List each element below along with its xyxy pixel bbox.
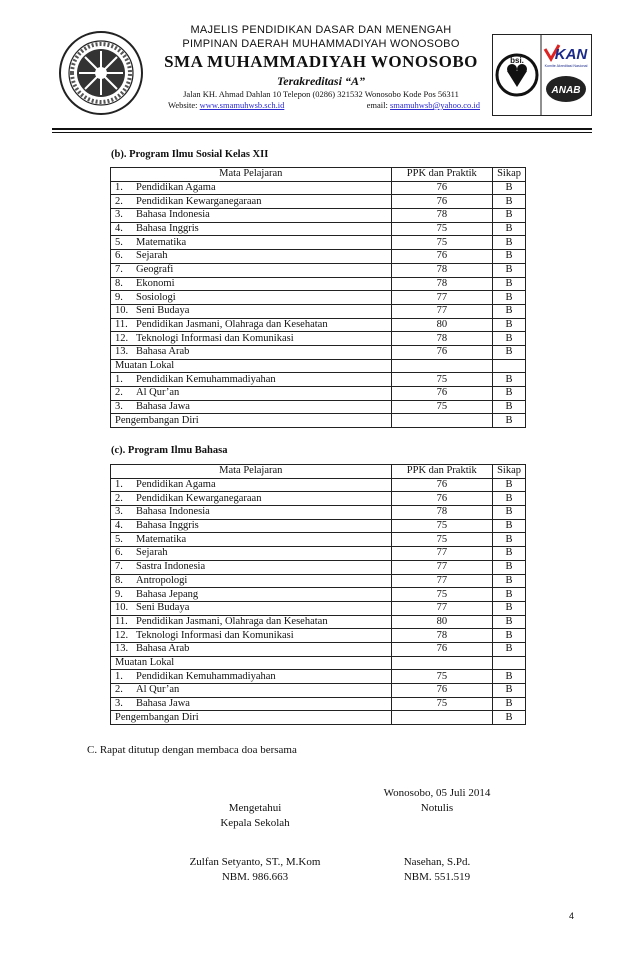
sikap-grade: B <box>493 332 526 346</box>
row-number: 2. <box>115 195 123 207</box>
subject-cell <box>111 236 392 250</box>
row-number: 3. <box>115 506 123 518</box>
row-number: 1. <box>115 182 123 194</box>
subject-cell <box>111 492 392 506</box>
header-ppk: PPK dan Praktik <box>391 465 493 479</box>
subject-cell <box>111 304 392 318</box>
sikap-grade: B <box>493 547 526 561</box>
subject-cell <box>111 387 392 401</box>
email-link[interactable]: smamuhwsb@yahoo.co.id <box>390 100 480 110</box>
table-row <box>111 250 526 264</box>
ppk-score: 75 <box>391 222 493 236</box>
row-number: 5. <box>115 533 123 545</box>
sikap-grade: B <box>493 277 526 291</box>
subject-cell <box>111 277 392 291</box>
subject-cell <box>111 332 392 346</box>
sikap-grade: B <box>493 414 526 428</box>
closing-statement: C. Rapat ditutup dengan membaca doa bersama <box>87 744 297 756</box>
row-number: 13. <box>115 643 129 655</box>
letterhead-rule-thin <box>52 132 592 133</box>
row-number: 7. <box>115 561 123 573</box>
header-sikap: Sikap <box>493 168 526 182</box>
sikap-grade: B <box>493 560 526 574</box>
subject-cell <box>111 400 392 414</box>
sikap-grade: B <box>493 492 526 506</box>
empty-cell <box>391 359 493 373</box>
subject-cell <box>111 588 392 602</box>
cert-badges-icon <box>493 35 591 115</box>
sikap-grade: B <box>493 697 526 711</box>
website-group <box>168 100 284 111</box>
ppk-score: 78 <box>391 263 493 277</box>
sikap-grade: B <box>493 318 526 332</box>
subject-name: Seni Budaya <box>136 602 190 614</box>
subject-name: Bahasa Indonesia <box>136 209 210 221</box>
table-body <box>111 181 526 427</box>
ppk-score: 77 <box>391 547 493 561</box>
sikap-grade: B <box>493 400 526 414</box>
subject-cell <box>111 574 392 588</box>
subject-name: Sejarah <box>136 250 168 262</box>
subject-cell <box>111 181 392 195</box>
table-row <box>111 697 526 711</box>
cert-kan-text: KAN <box>554 46 588 63</box>
pengembangan-diri-label: Pengembangan Diri <box>111 414 392 428</box>
header-sikap: Sikap <box>493 465 526 479</box>
row-number: 9. <box>115 588 123 600</box>
subject-name: Sejarah <box>136 547 168 559</box>
sikap-grade: B <box>493 222 526 236</box>
ppk-score: 75 <box>391 670 493 684</box>
ppk-score: 76 <box>391 492 493 506</box>
section-c-title: (c). Program Ilmu Bahasa <box>111 445 228 456</box>
subject-name: Bahasa Indonesia <box>136 506 210 518</box>
table-row <box>111 574 526 588</box>
ppk-score: 78 <box>391 209 493 223</box>
row-number: 11. <box>115 615 128 627</box>
right-signer-nbm: NBM. 551.519 <box>403 871 471 883</box>
row-number: 13. <box>115 346 129 358</box>
sikap-grade: B <box>493 291 526 305</box>
sikap-grade: B <box>493 519 526 533</box>
ppk-score: 76 <box>391 387 493 401</box>
table-row <box>111 263 526 277</box>
subject-name: Bahasa Arab <box>136 643 190 655</box>
sikap-grade: B <box>493 209 526 223</box>
accreditation: Terakreditasi “A” <box>277 74 365 88</box>
table-row <box>111 533 526 547</box>
sikap-grade: B <box>493 236 526 250</box>
table-row <box>111 236 526 250</box>
sikap-grade: B <box>493 263 526 277</box>
empty-cell <box>391 414 493 428</box>
subject-name: Bahasa Inggris <box>136 223 199 235</box>
place-date: Wonosobo, 05 Juli 2014 <box>383 787 491 799</box>
regional-board: PIMPINAN DAERAH MUHAMMADIYAH WONOSOBO <box>182 38 460 50</box>
letterhead-text <box>156 24 486 111</box>
sikap-grade: B <box>493 615 526 629</box>
row-number: 5. <box>115 236 123 248</box>
row-number: 1. <box>115 479 123 491</box>
row-number: 3. <box>115 209 123 221</box>
subject-name: Pendidikan Kemuhammadiyahan <box>136 373 276 385</box>
email-group <box>367 100 480 111</box>
empty-cell <box>391 656 493 670</box>
ppk-score: 80 <box>391 318 493 332</box>
school-name: SMA MUHAMMADIYAH WONOSOBO <box>164 52 478 71</box>
subject-cell <box>111 697 392 711</box>
empty-cell <box>493 359 526 373</box>
subject-name: Pendidikan Agama <box>136 479 216 491</box>
subject-name: Matematika <box>136 533 187 545</box>
certification-badges <box>492 34 592 116</box>
subject-name: Sastra Indonesia <box>136 561 206 573</box>
subject-cell <box>111 209 392 223</box>
ppk-score: 78 <box>391 629 493 643</box>
email-label: email: <box>366 100 388 110</box>
table-row <box>111 222 526 236</box>
subject-cell <box>111 601 392 615</box>
sikap-grade: B <box>493 345 526 359</box>
row-number: 9. <box>115 291 123 303</box>
table-row <box>111 181 526 195</box>
subject-cell <box>111 560 392 574</box>
table-row <box>111 506 526 520</box>
muatan-lokal-row <box>111 656 526 670</box>
muhammadiyah-logo-icon <box>58 30 144 116</box>
ppk-score: 76 <box>391 642 493 656</box>
address: Jalan KH. Ahmad Dahlan 10 Telepon (0286) 321532 Wonosobo Kode Pos 56311 <box>183 89 459 99</box>
ppk-score: 78 <box>391 332 493 346</box>
grades-table-language <box>110 464 526 725</box>
table-row <box>111 588 526 602</box>
left-signer-nbm: NBM. 986.663 <box>221 871 289 883</box>
row-number: 12. <box>115 629 129 641</box>
pengembangan-diri-row <box>111 414 526 428</box>
sikap-grade: B <box>493 373 526 387</box>
subject-name: Ekonomi <box>136 277 175 289</box>
subject-cell <box>111 642 392 656</box>
subject-cell <box>111 533 392 547</box>
row-number: 12. <box>115 332 129 344</box>
ppk-score: 78 <box>391 277 493 291</box>
section-b-title: (b). Program Ilmu Sosial Kelas XII <box>111 149 269 160</box>
subject-name: Bahasa Jawa <box>136 401 190 413</box>
row-number: 1. <box>115 373 123 385</box>
subject-name: Matematika <box>136 236 187 248</box>
table-row <box>111 304 526 318</box>
table-row <box>111 684 526 698</box>
subject-name: Teknologi Informasi dan Komunikasi <box>136 629 294 641</box>
subject-cell <box>111 250 392 264</box>
subject-name: Bahasa Inggris <box>136 520 199 532</box>
ppk-score: 77 <box>391 574 493 588</box>
row-number: 10. <box>115 305 129 317</box>
subject-cell <box>111 291 392 305</box>
sikap-grade: B <box>493 387 526 401</box>
subject-name: Pendidikan Kewarganegaraan <box>136 492 262 504</box>
sikap-grade: B <box>493 250 526 264</box>
subject-name: Pendidikan Kewarganegaraan <box>136 195 262 207</box>
row-number: 1. <box>115 670 123 682</box>
table-row <box>111 492 526 506</box>
table-row <box>111 318 526 332</box>
header-subject: Mata Pelajaran <box>111 465 392 479</box>
row-number: 8. <box>115 574 123 586</box>
subject-name: Teknologi Informasi dan Komunikasi <box>136 332 294 344</box>
table-row <box>111 345 526 359</box>
table-row <box>111 332 526 346</box>
subject-cell <box>111 478 392 492</box>
row-number: 8. <box>115 277 123 289</box>
row-number: 3. <box>115 401 123 413</box>
row-number: 2. <box>115 684 123 696</box>
ppk-score: 76 <box>391 478 493 492</box>
cert-bsi-text: bsi. <box>510 56 524 65</box>
right-signer-name: Nasehan, S.Pd. <box>403 856 471 868</box>
subject-cell <box>111 684 392 698</box>
table-row <box>111 670 526 684</box>
subject-cell <box>111 670 392 684</box>
sikap-grade: B <box>493 533 526 547</box>
ppk-score: 77 <box>391 560 493 574</box>
subject-cell <box>111 345 392 359</box>
ppk-score: 76 <box>391 195 493 209</box>
page-number: 4 <box>569 911 575 921</box>
table-row <box>111 291 526 305</box>
subject-name: Al Qur’an <box>136 387 180 399</box>
ppk-score: 75 <box>391 697 493 711</box>
sikap-grade: B <box>493 588 526 602</box>
sikap-grade: B <box>493 642 526 656</box>
table-header-row <box>111 168 526 182</box>
left-role-1: Mengetahui <box>228 802 282 814</box>
subject-cell <box>111 506 392 520</box>
ppk-score: 80 <box>391 615 493 629</box>
header-subject: Mata Pelajaran <box>111 168 392 182</box>
subject-cell <box>111 519 392 533</box>
muatan-lokal-row <box>111 359 526 373</box>
subject-name: Bahasa Jepang <box>136 588 199 600</box>
council-name: MAJELIS PENDIDIKAN DASAR DAN MENENGAH <box>190 24 452 36</box>
ppk-score: 75 <box>391 400 493 414</box>
sikap-grade: B <box>493 506 526 520</box>
sikap-grade: B <box>493 601 526 615</box>
ppk-score: 75 <box>391 533 493 547</box>
table-body <box>111 478 526 724</box>
empty-cell <box>391 711 493 725</box>
ppk-score: 76 <box>391 684 493 698</box>
website-link[interactable]: www.smamuhwsb.sch.id <box>199 100 285 110</box>
cert-anab-text: ANAB <box>551 85 581 96</box>
subject-name: Pendidikan Agama <box>136 182 216 194</box>
ppk-score: 78 <box>391 506 493 520</box>
row-number: 7. <box>115 264 123 276</box>
table-row <box>111 387 526 401</box>
subject-name: Al Qur’an <box>136 684 180 696</box>
subject-cell <box>111 263 392 277</box>
ppk-score: 77 <box>391 291 493 305</box>
row-number: 3. <box>115 698 123 710</box>
sikap-grade: B <box>493 478 526 492</box>
empty-cell <box>493 656 526 670</box>
table-header-row <box>111 465 526 479</box>
sikap-grade: B <box>493 181 526 195</box>
muatan-lokal-label: Muatan Lokal <box>111 359 392 373</box>
pengembangan-diri-row <box>111 711 526 725</box>
row-number: 4. <box>115 223 123 235</box>
subject-name: Bahasa Jawa <box>136 698 190 710</box>
ppk-score: 76 <box>391 345 493 359</box>
website-label: Website: <box>168 100 198 110</box>
left-signer-name: Zulfan Setyanto, ST., M.Kom <box>189 856 321 868</box>
subject-name: Pendidikan Kemuhammadiyahan <box>136 670 276 682</box>
table-row <box>111 560 526 574</box>
sikap-grade: B <box>493 629 526 643</box>
table-row <box>111 547 526 561</box>
subject-name: Seni Budaya <box>136 305 190 317</box>
subject-name: Bahasa Arab <box>136 346 190 358</box>
subject-cell <box>111 318 392 332</box>
ppk-score: 75 <box>391 588 493 602</box>
table-row <box>111 629 526 643</box>
pengembangan-diri-label: Pengembangan Diri <box>111 711 392 725</box>
right-role: Notulis <box>420 802 454 814</box>
sikap-grade: B <box>493 711 526 725</box>
subject-cell <box>111 629 392 643</box>
letterhead <box>52 18 592 126</box>
ppk-score: 75 <box>391 236 493 250</box>
subject-cell <box>111 547 392 561</box>
subject-name: Antropologi <box>136 574 188 586</box>
sikap-grade: B <box>493 304 526 318</box>
sikap-grade: B <box>493 574 526 588</box>
subject-cell <box>111 615 392 629</box>
row-number: 2. <box>115 387 123 399</box>
row-number: 6. <box>115 250 123 262</box>
table-row <box>111 615 526 629</box>
muatan-lokal-label: Muatan Lokal <box>111 656 392 670</box>
table-row <box>111 400 526 414</box>
subject-name: Geografi <box>136 264 174 276</box>
table-row <box>111 642 526 656</box>
row-number: 10. <box>115 602 129 614</box>
sikap-grade: B <box>493 684 526 698</box>
cert-kan-sub: Komite Akreditasi Nasional <box>544 64 588 68</box>
letterhead-rule-thick <box>52 128 592 130</box>
sikap-grade: B <box>493 195 526 209</box>
subject-name: Pendidikan Jasmani, Olahraga dan Kesehatan <box>136 615 328 627</box>
ppk-score: 77 <box>391 601 493 615</box>
ppk-score: 75 <box>391 519 493 533</box>
row-number: 6. <box>115 547 123 559</box>
table-row <box>111 601 526 615</box>
subject-cell <box>111 373 392 387</box>
grades-table-social <box>110 167 526 428</box>
ppk-score: 76 <box>391 181 493 195</box>
table-row <box>111 277 526 291</box>
subject-cell <box>111 195 392 209</box>
subject-name: Pendidikan Jasmani, Olahraga dan Kesehatan <box>136 318 328 330</box>
table-row <box>111 478 526 492</box>
row-number: 2. <box>115 492 123 504</box>
header-ppk: PPK dan Praktik <box>391 168 493 182</box>
row-number: 11. <box>115 318 128 330</box>
subject-name: Sosiologi <box>136 291 176 303</box>
table-row <box>111 519 526 533</box>
subject-cell <box>111 222 392 236</box>
table-row <box>111 373 526 387</box>
contact-line <box>156 100 486 111</box>
table-row <box>111 195 526 209</box>
sikap-grade: B <box>493 670 526 684</box>
ppk-score: 77 <box>391 304 493 318</box>
row-number: 4. <box>115 520 123 532</box>
left-role-2: Kepala Sekolah <box>220 817 290 829</box>
ppk-score: 75 <box>391 373 493 387</box>
table-row <box>111 209 526 223</box>
ppk-score: 76 <box>391 250 493 264</box>
